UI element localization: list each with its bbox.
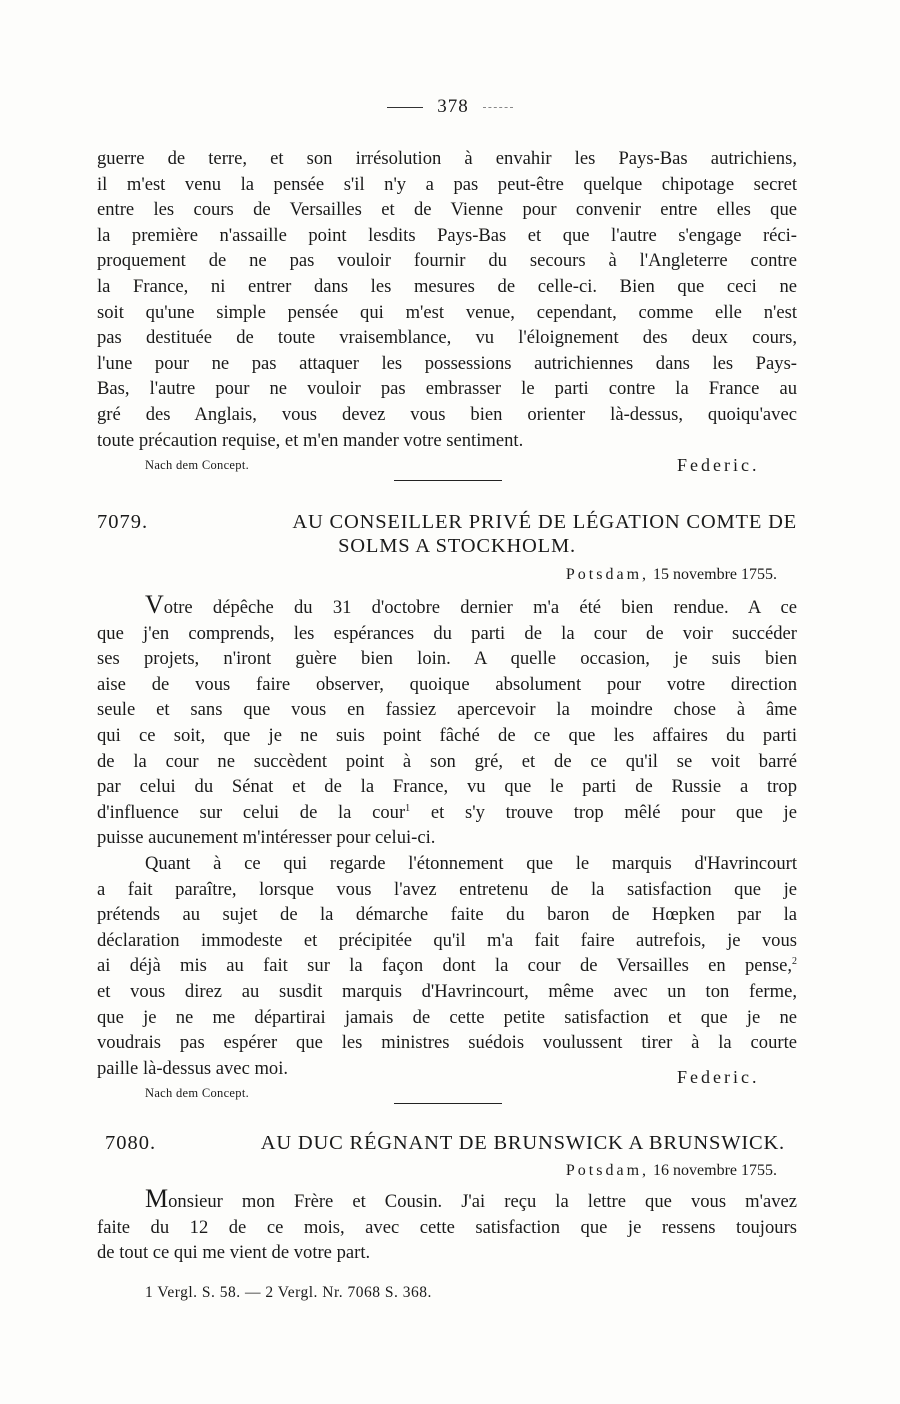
signature: Federic. — [677, 1067, 760, 1087]
text-line: ses projets, n'iront guère bien loin. A quelle occasion, je suis bien — [97, 648, 797, 670]
date-place: Potsdam, — [565, 566, 650, 583]
text-line: a fait paraître, lorsque vous l'avez entretenu de la satisfaction que je — [97, 878, 797, 900]
letter-heading-7079 — [97, 510, 797, 558]
text-line: voudrais pas espérer que les ministres suédois voulussent tirer à la courte — [97, 1032, 797, 1054]
text-line: d'influence sur celui de la cour$^1$ et s'y trouve trop mêlé pour que je — [97, 801, 797, 823]
text-line: Votre dépêche du 31 d'octobre dernier m'a été bien rendue. A ce — [145, 590, 797, 619]
heading-text: SOLMS A STOCKHOLM. — [338, 535, 576, 557]
text-line: aise de vous faire observer, quoique absolument pour votre direction — [97, 673, 797, 695]
text-line: il m'est venu la pensée s'il n'y a pas peut-être quelque chipotage secret — [97, 173, 797, 195]
letter-body-7080 — [97, 1186, 797, 1266]
section-divider — [394, 480, 502, 481]
page-number: 378 — [437, 96, 469, 117]
section-divider — [394, 1103, 502, 1104]
drop-cap: V — [145, 590, 164, 619]
header-dash-left — [387, 107, 423, 108]
signature: Federic. — [677, 455, 760, 475]
text-line: ai déjà mis au fait sur la façon dont la cour de Versailles en pense,$^2$ — [97, 955, 797, 977]
letter-number: 7080. — [105, 1132, 157, 1154]
text-line: l'une pour ne pas attaquer les possessions autrichiennes dans les Pays- — [97, 352, 797, 374]
heading-text: AU DUC RÉGNANT DE BRUNSWICK A BRUNSWICK. — [260, 1132, 785, 1154]
heading-line — [97, 510, 797, 534]
drop-cap: M — [145, 1184, 169, 1213]
page-header — [0, 96, 900, 118]
text-line: par celui du Sénat et de la France, vu que le parti de Russie a trop — [97, 776, 797, 798]
footnotes: 1 Vergl. S. 58. — 2 Vergl. Nr. 7068 S. 368. — [145, 1284, 432, 1301]
text-line: que j'en comprends, les espérances du parti de la cour de voir succéder — [97, 622, 797, 644]
footnote-marker: 1 — [405, 802, 411, 814]
text-line: soit qu'une simple pensée qui m'est venue, cependant, comme elle n'est — [97, 301, 797, 323]
text-line: Quant à ce qui regarde l'étonnement que le marquis d'Havrincourt — [145, 852, 797, 874]
text-line: Monsieur mon Frère et Cousin. J'ai reçu la lettre que vous m'avez — [145, 1184, 797, 1213]
text-line: de tout ce qui me vient de votre part. — [97, 1242, 371, 1264]
date-place: Potsdam, — [565, 1162, 650, 1179]
dateline — [566, 566, 777, 584]
letter-number: 7079. — [97, 511, 149, 533]
text-line: prétends au sujet de la démarche faite du baron de Hœpken par la — [97, 904, 797, 926]
text-line: pas destituée de toute vraisemblance, vu l'éloignement des deux cours, — [97, 327, 797, 349]
footnote-marker: 2 — [792, 956, 797, 968]
dateline — [566, 1162, 777, 1180]
text-line: qui ce soit, que je ne suis point fâché de ce que les affaires du parti — [97, 724, 797, 746]
text-line: faite du 12 de ce mois, avec cette satisfaction que je ressens toujours — [97, 1216, 797, 1238]
source-note: Nach dem Concept. — [145, 1086, 250, 1100]
header-dash-right — [483, 107, 513, 108]
text-line: seule et sans que vous en fassiez apercevoir la moindre chose à âme — [97, 699, 797, 721]
text-line: la France, ni entrer dans les mesures de celle-ci. Bien que ceci ne — [97, 275, 797, 297]
date: 16 novembre 1755. — [653, 1162, 777, 1179]
text-line: la première n'assaille point lesdits Pays-Bas et que l'autre s'engage réci- — [97, 224, 797, 246]
letter-heading-7080 — [97, 1131, 797, 1155]
text-line: guerre de terre, et son irrésolution à envahir les Pays-Bas autrichiens, — [97, 148, 797, 169]
text-line: entre les cours de Versailles et de Vienne pour convenir entre elles que — [97, 199, 797, 221]
letter-body-7079 — [97, 592, 797, 1081]
heading-line — [97, 1131, 797, 1155]
text-line: que je ne me départirai jamais de cette petite satisfaction et que je ne — [97, 1006, 797, 1028]
text-line: paille là-dessus avec moi. — [97, 1057, 289, 1079]
text-line: gré des Anglais, vous devez vous bien orienter là-dessus, quoiqu'avec — [97, 403, 797, 425]
text-line: et vous direz au susdit marquis d'Havrincourt, même avec un ton ferme, — [97, 980, 797, 1002]
date: 15 novembre 1755. — [653, 566, 777, 583]
text-line: déclaration immodeste et précipitée qu'il m'a fait faire autrefois, je vous — [97, 929, 797, 951]
continuation-paragraph — [97, 146, 797, 453]
text-line: Bas, l'autre pour ne vouloir pas embrasser le parti contre la France au — [97, 378, 797, 400]
text-line: proquement de ne pas vouloir fournir du secours à l'Angleterre contre — [97, 250, 797, 272]
text-line: de la cour ne succèdent point à son gré, et de ce qu'il se voit barré — [97, 750, 797, 772]
source-note: Nach dem Concept. — [145, 458, 250, 472]
heading-text: AU CONSEILLER PRIVÉ DE LÉGATION COMTE DE — [292, 511, 797, 533]
text-line: toute précaution requise, et m'en mander votre sentiment. — [97, 429, 524, 451]
text-line: puisse aucunement m'intéresser pour celui-ci. — [97, 827, 436, 849]
